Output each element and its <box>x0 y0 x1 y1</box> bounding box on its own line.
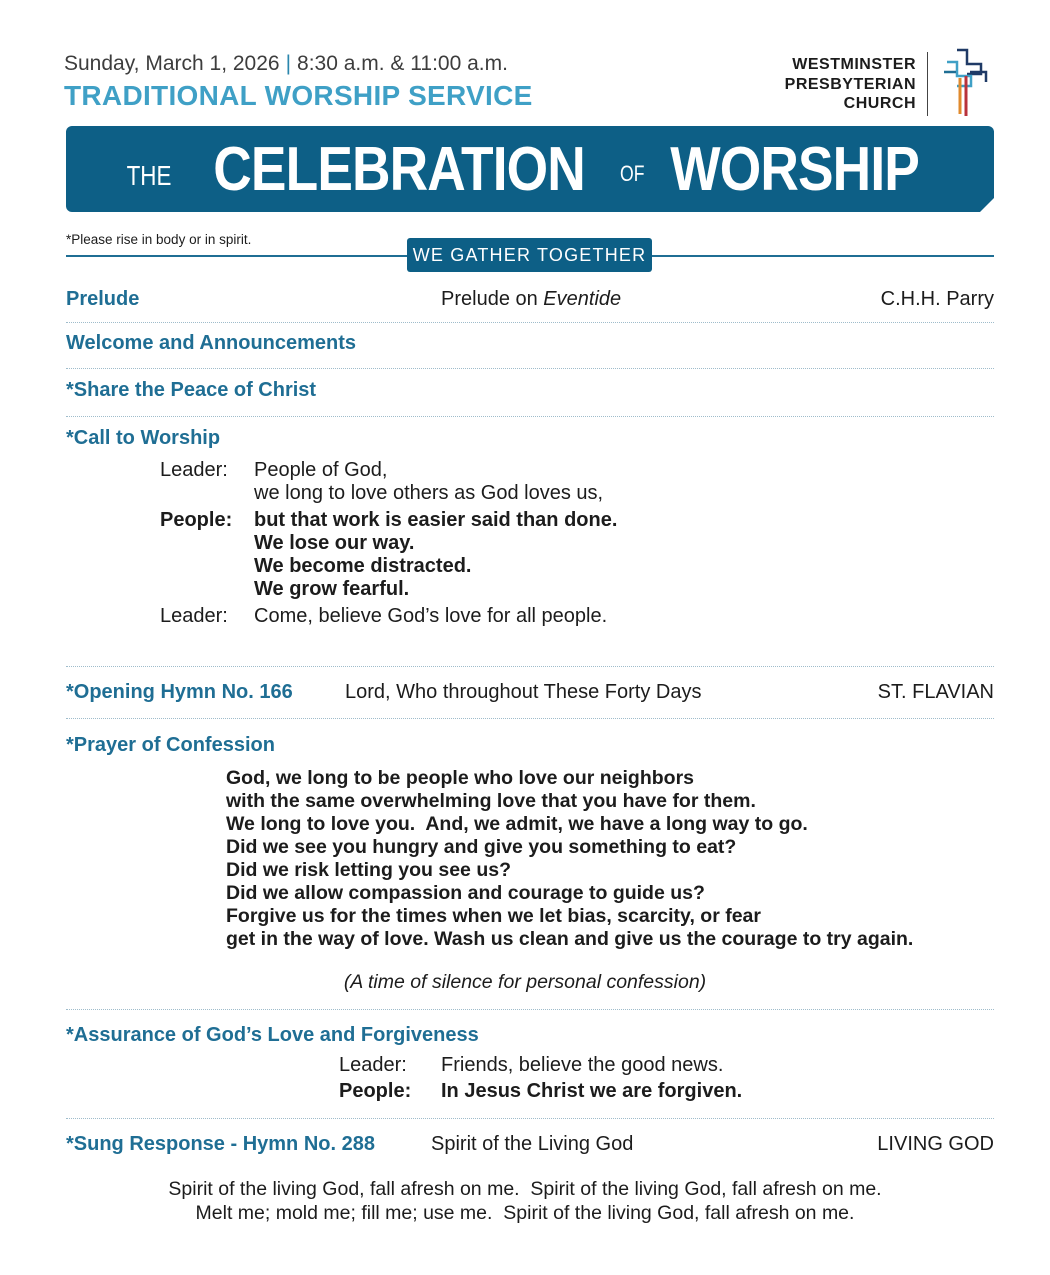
assurance-heading: *Assurance of God’s Love and Forgiveness <box>66 1024 479 1046</box>
dotted-divider <box>66 1118 994 1119</box>
service-times: 8:30 a.m. & 11:00 a.m. <box>297 52 508 75</box>
service-date: Sunday, March 1, 2026 <box>64 52 280 75</box>
sung-response-tune: LIVING GOD <box>877 1133 994 1155</box>
date-separator: | <box>285 52 292 75</box>
prayer-line: Did we risk letting you see us? <box>226 859 511 881</box>
prayer-line: Did we allow compassion and courage to guide us? <box>226 882 705 904</box>
prayer-line: God, we long to be people who love our neighbors <box>226 767 695 789</box>
people-line: We become distracted. <box>254 555 472 577</box>
rise-note: *Please rise in body or in spirit. <box>66 232 252 247</box>
dotted-divider <box>66 1009 994 1010</box>
banner-worship: WORSHIP <box>669 134 919 204</box>
dotted-divider <box>66 666 994 667</box>
prelude-composer: C.H.H. Parry <box>880 288 994 310</box>
sung-response-lyric: Spirit of the living God, fall afresh on me. Spirit of the living God, fall afresh on me. <box>168 1178 882 1200</box>
section-heading: WE GATHER TOGETHER <box>407 238 652 272</box>
banner-corner-cut <box>979 197 995 213</box>
church-name-line: CHURCH <box>843 95 916 112</box>
sung-response-heading: *Sung Response - Hymn No. 288 <box>66 1133 375 1155</box>
prayer-line: Forgive us for the times when we let bias, scarcity, or fear <box>226 905 761 927</box>
leader-label: Leader: <box>339 1054 407 1076</box>
church-name-line: PRESBYTERIAN <box>784 75 916 93</box>
prayer-line: Did we see you hungry and give you something to eat? <box>226 836 737 858</box>
people-label: People: <box>160 509 233 531</box>
leader-line: People of God, <box>254 459 388 481</box>
prelude-title-prefix: Prelude on <box>441 288 544 310</box>
call-to-worship-heading: *Call to Worship <box>66 427 221 449</box>
church-name-line: WESTMINSTER <box>792 56 916 73</box>
dotted-divider <box>66 718 994 719</box>
prayer-line: get in the way of love. Wash us clean and give us the courage to try again. <box>226 928 914 950</box>
logo-divider <box>927 52 928 116</box>
people-label: People: <box>339 1080 412 1102</box>
banner-celebration: CELEBRATION <box>213 134 585 204</box>
people-line: In Jesus Christ we are forgiven. <box>441 1080 743 1102</box>
service-date-line <box>64 52 508 76</box>
opening-hymn-tune: ST. FLAVIAN <box>877 681 994 703</box>
banner-of: OF <box>620 161 645 186</box>
silence-note: (A time of silence for personal confession) <box>343 971 707 993</box>
leader-line: Friends, believe the good news. <box>441 1054 724 1076</box>
dotted-divider <box>66 416 994 417</box>
church-cross-logo-icon <box>940 48 992 123</box>
service-title: TRADITIONAL WORSHIP SERVICE <box>64 80 533 111</box>
opening-hymn-title: Lord, Who throughout These Forty Days <box>345 681 702 703</box>
church-name <box>770 55 916 114</box>
prelude-heading: Prelude <box>66 288 140 310</box>
leader-label: Leader: <box>160 605 228 627</box>
prelude-title <box>441 288 621 311</box>
prelude-title-italic: Eventide <box>543 288 622 310</box>
confession-heading: *Prayer of Confession <box>66 734 275 756</box>
sung-response-title: Spirit of the Living God <box>431 1133 634 1155</box>
dotted-divider <box>66 368 994 369</box>
leader-label: Leader: <box>160 459 228 481</box>
opening-hymn-heading: *Opening Hymn No. 166 <box>66 681 293 703</box>
leader-line: we long to love others as God loves us, <box>254 482 604 504</box>
peace-heading: *Share the Peace of Christ <box>66 379 317 401</box>
dotted-divider <box>66 322 994 323</box>
title-banner <box>66 126 994 212</box>
prayer-line: We long to love you. And, we admit, we have a long way to go. <box>226 813 808 835</box>
welcome-heading: Welcome and Announcements <box>66 332 357 354</box>
leader-line: Come, believe God’s love for all people. <box>254 605 608 627</box>
people-line: We grow fearful. <box>254 578 410 600</box>
people-line: We lose our way. <box>254 532 415 554</box>
banner-the: THE <box>126 160 172 191</box>
sung-response-lyric: Melt me; mold me; fill me; use me. Spirit of the living God, fall afresh on me. <box>195 1202 855 1224</box>
prayer-line: with the same overwhelming love that you have for them. <box>226 790 756 812</box>
people-line: but that work is easier said than done. <box>254 509 618 531</box>
confession-prayer <box>226 767 913 951</box>
